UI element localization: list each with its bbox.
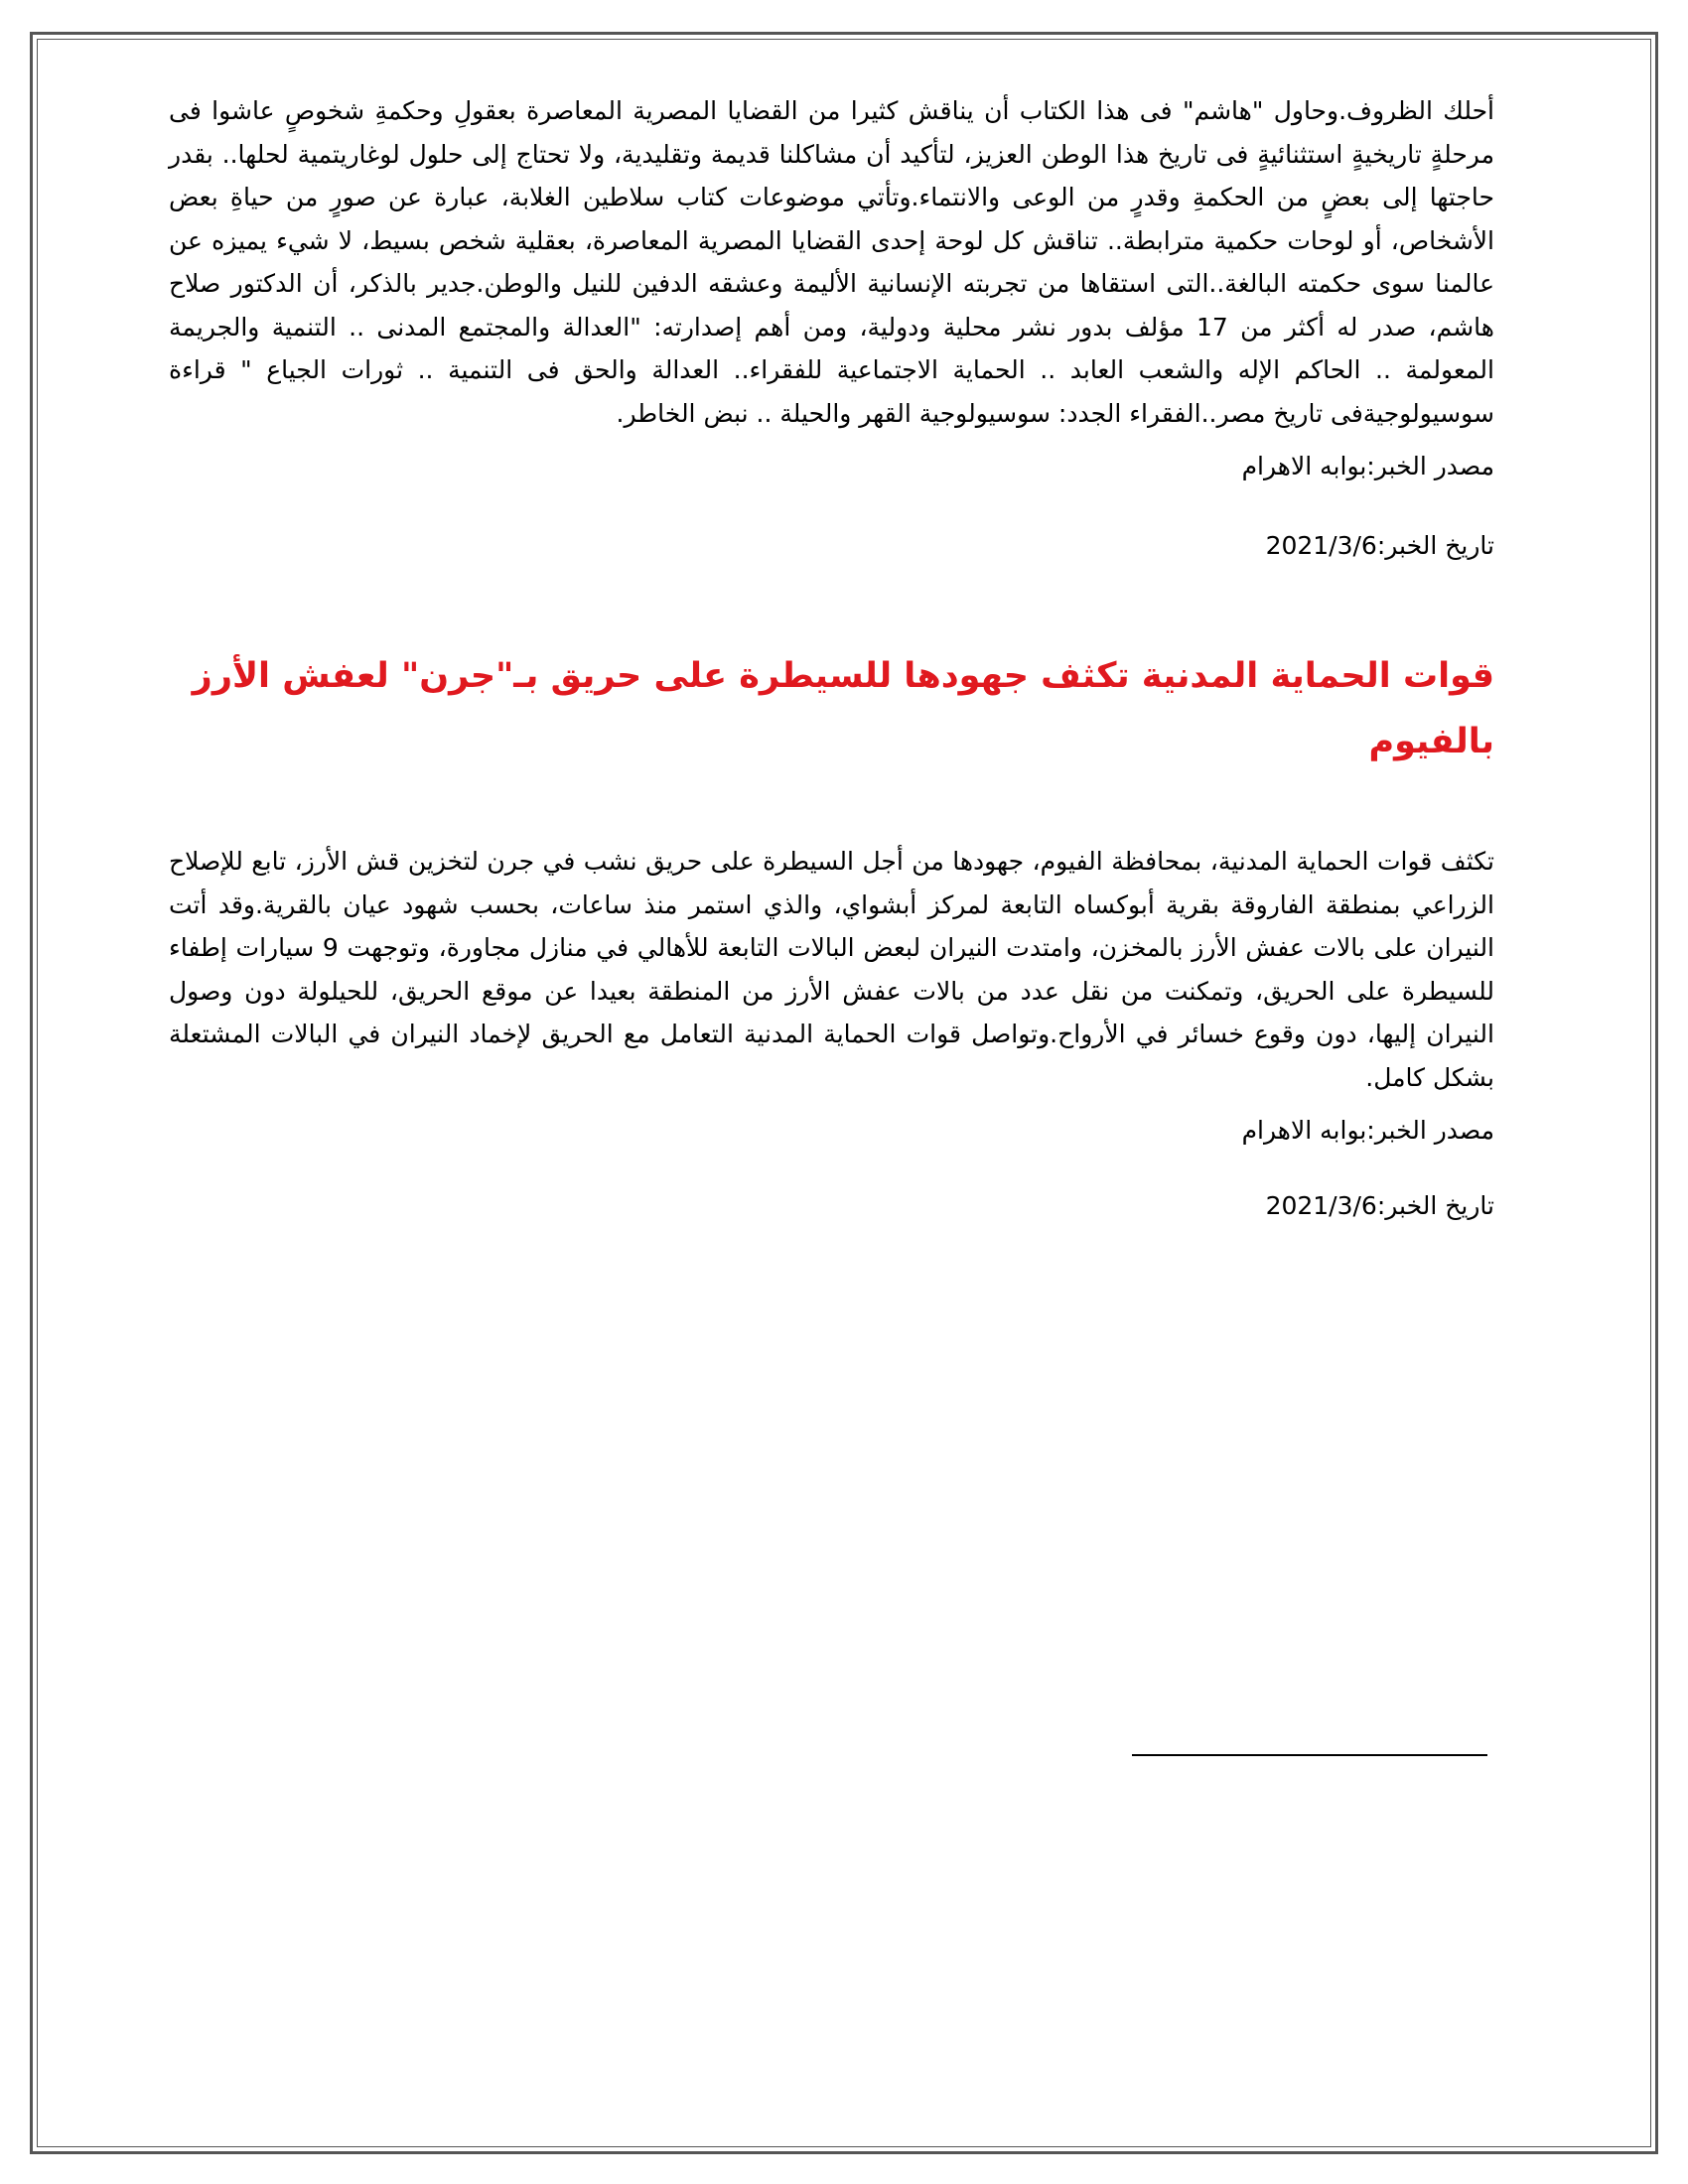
news-source: مصدر الخبر:بوابه الاهرام xyxy=(1241,1116,1494,1145)
news-date: تاريخ الخبر:2021/3/6 xyxy=(1265,531,1494,560)
article-headline: قوات الحماية المدنية تكثف جهودها للسيطرة على حريق بـ"جرن" لعفش الأرز بالفيوم xyxy=(192,656,1494,761)
article-continuation-paragraph: أحلك الظروف.وحاول "هاشم" فى هذا الكتاب أن يناقش كثيرا من القضايا المصرية المعاصرة بعقولِ وحكمةِ شخوصٍ عاشوا فى مرحلةٍ تاريخيةٍ استثنائيةٍ فى تاريخ هذا الوطن العزيز، لتأكيد أن مشاكلنا قديمة وتقليدية، ولا تحتاج إلى حلول لوغاريتمية لحلها.. بقدر حاجتها إلى بعضٍ من الحكمةِ وقدرٍ من الوعى والانتماء.وتأتي موضوعات كتاب سلاطين الغلابة، عبارة عن صورٍ من حياةِ بعض الأشخاص، أو لوحات حكمية مترابطة.. تناقش كل لوحة إحدى القضايا المصرية المعاصرة، بعقلية شخص بسيط، لا شيء يميزه عن عالمنا سوى حكمته البالغة..التى استقاها من تجربته الإنسانية الأليمة وعشقه الدفين للنيل والوطن.جدير بالذكر، أن الدكتور صلاح هاشم، صدر له أكثر من 17 مؤلف بدور نشر محلية ودولية، ومن أهم إصدارته: "العدالة والمجتمع المدنى .. التنمية والجريمة المعولمة .. الحاكم الإله والشعب العابد .. الحماية الاجتماعية للفقراء.. العدالة والحق فى التنمية .. ثورات الجياع " قراءة سوسيولوجيةفى تاريخ مصر..الفقراء الجدد: سوسيولوجية القهر والحيلة .. نبض الخاطر. xyxy=(169,96,1494,428)
news-date: تاريخ الخبر:2021/3/6 xyxy=(1265,1191,1494,1220)
footnote-divider xyxy=(1132,1754,1487,1756)
page-content xyxy=(169,89,1494,1224)
article-body-paragraph: تكثف قوات الحماية المدنية، بمحافظة الفيوم، جهودها من أجل السيطرة على حريق نشب في جرن لتخزين قش الأرز، تابع للإصلاح الزراعي بمنطقة الفاروقة بقرية أبوكساه التابعة لمركز أبشواي، والذي استمر منذ ساعات، بحسب شهود عيان بالقرية.وقد أتت النيران على بالات عفش الأرز بالمخزن، وامتدت النيران لبعض البالات التابعة للأهالي في منازل مجاورة، وتوجهت 9 سيارات إطفاء للسيطرة على الحريق، وتمكنت من نقل عدد من بالات عفش الأرز من المنطقة بعيدا عن موقع الحريق، للحيلولة دون وصول النيران إليها، دون وقوع خسائر في الأرواح.وتواصل قوات الحماية المدنية التعامل مع الحريق لإخماد النيران في البالات المشتعلة بشكل كامل. xyxy=(169,847,1495,1092)
news-source: مصدر الخبر:بوابه الاهرام xyxy=(1241,452,1494,480)
